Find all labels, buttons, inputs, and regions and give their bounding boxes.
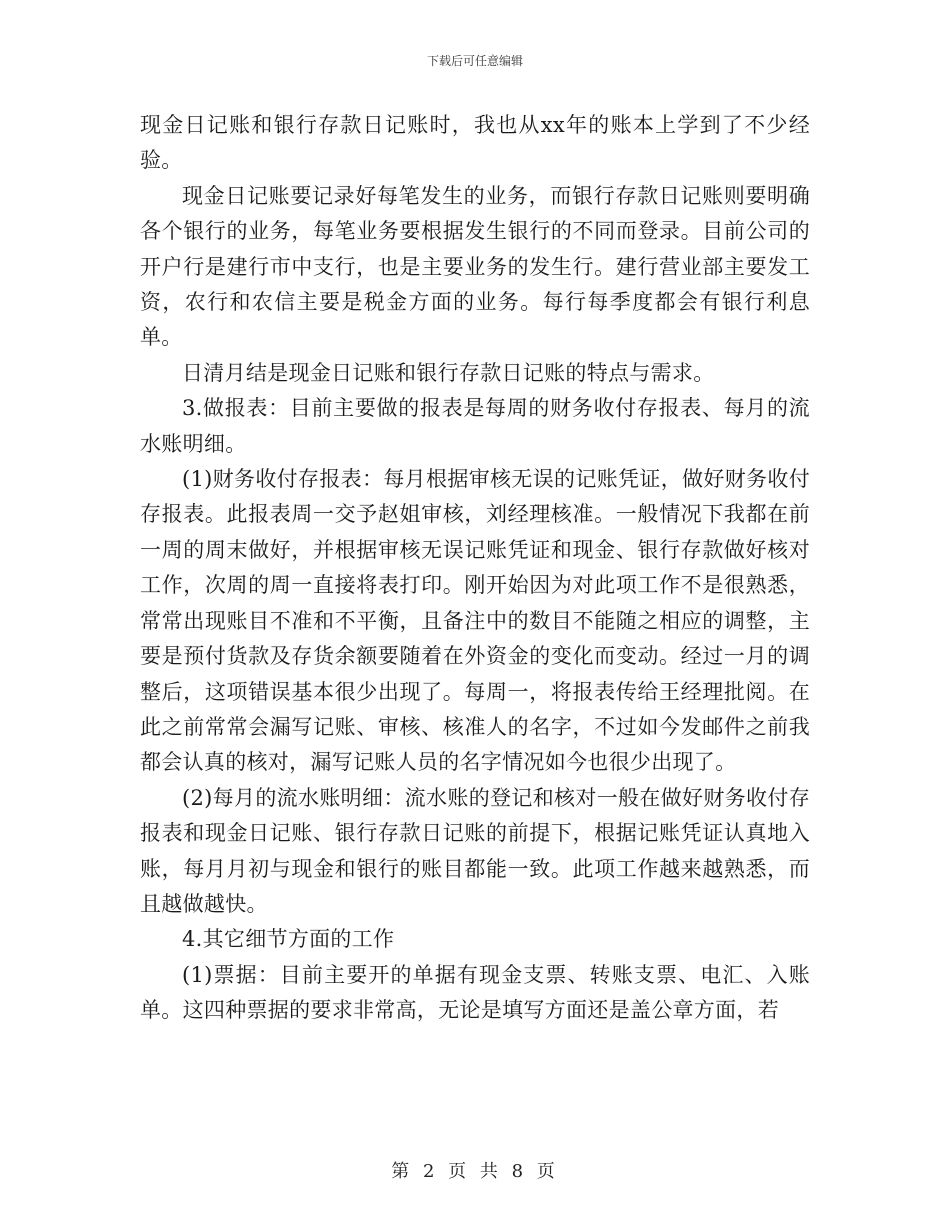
paragraph-3: 日清月结是现金日记账和银行存款日记账的特点与需求。: [182, 360, 715, 385]
paragraph-6: (2)每月的流水账明细：流水账的登记和核对一般在做好财务收付存报表和现金日记账、银行存款日记账的前提下，根据记账凭证认真地入账，每月月初与现金和银行的账目都能一致。此项工作越来越熟悉，而且越做越快。: [140, 785, 810, 916]
paragraph-1: 现金日记账和银行存款日记账时，我也从xx年的账本上学到了不少经验。: [140, 113, 810, 173]
paragraph-4: 3.做报表：目前主要做的报表是每周的财务收付存报表、每月的流水账明细。: [140, 396, 810, 456]
page-header: 下载后可任意编辑: [426, 54, 523, 68]
paragraph-8: (1)票据：目前主要开的单据有现金支票、转账支票、电汇、入账单。这四种票据的要求非常高，无论是填写方面还是盖公章方面，若: [140, 962, 810, 1023]
page-footer: 第 2 页 共 8 页: [391, 1161, 559, 1182]
paragraph-7: 4.其它细节方面的工作: [182, 927, 395, 952]
paragraph-5: (1)财务收付存报表：每月根据审核无误的记账凭证，做好财务收付存报表。此报表周一交予赵姐审核，刘经理核准。一般情况下我都在前一周的周末做好，并根据审核无误记账凭证和现金、银行存款做好核对工作，次周的周一直接将表打印。刚开始因为对此项工作不是很熟悉，常常出现账目不准和不平衡，且备注中的数目不能随之相应的调整，主要是预付货款及存货余额要随着在外资金的变化而变动。经过一月的调整后，这项错误基本很少出现了。每周一，将报表传给王经理批阅。在此之前常常会漏写记账、审核、核准人的名字，不过如今发邮件之前我都会认真的核对，漏写记账人员的名字情况如今也很少出现了。: [140, 467, 810, 775]
document-body: [140, 108, 810, 1029]
paragraph-2: 现金日记账要记录好每笔发生的业务，而银行存款日记账则要明确各个银行的业务，每笔业务要根据发生银行的不同而登录。目前公司的开户行是建行市中支行，也是主要业务的发生行。建行营业部主要发工资，农行和农信主要是税金方面的业务。每行每季度都会有银行利息单。: [140, 183, 810, 350]
